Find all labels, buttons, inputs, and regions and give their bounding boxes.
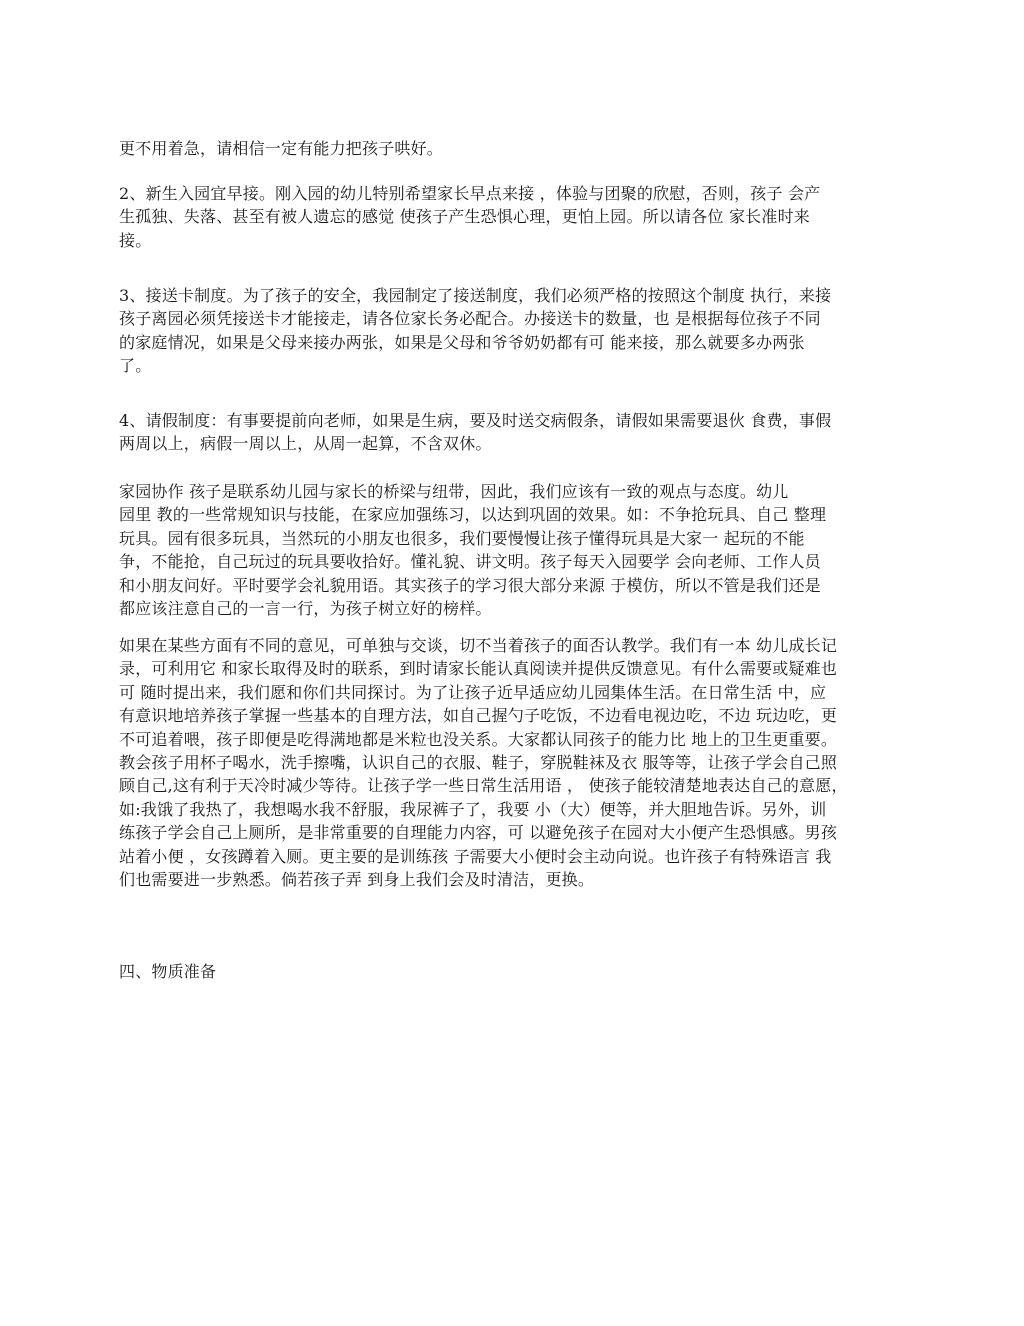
paragraph-early-pickup: 2、新生入园宜早接。刚入园的幼儿特别希望家长早点来接 ，体验与团聚的欣慰，否则，孩子 会产 生孤独、失落、甚至有被人遗忘的感觉 使孩子产生恐惧心理，更怕上园。所以请各位 家长准时来 接。 (119, 184, 821, 250)
section-heading-materials: 四、物质准备 (119, 962, 217, 981)
paragraph-leave-policy: 4、请假制度：有事要提前向老师，如果是生病，要及时送交病假条，请假如果需要退伙 食费，事假 两周以上，病假一周以上，从周一起算，不含双休。 (119, 411, 832, 454)
paragraph-soothe-child: 更不用着急，请相信一定有能力把孩子哄好。 (119, 139, 444, 158)
paragraph-pickup-card: 3、接送卡制度。为了孩子的安全，我园制定了接送制度，我们必须严格的按照这个制度 执行，来接 孩子离园必须凭接送卡才能接走，请各位家长务必配合。办接送卡的数量，也 是根据每位孩子不同 的家庭情况，如果是父母来接办两张，如果是父母和爷爷奶奶都有可 能来接，那么就要多办两张 了。 (119, 286, 832, 376)
paragraph-self-care-training: 如果在某些方面有不同的意见，可单独与交谈，切不当着孩子的面否认教学。我们有一本 幼儿成长记 录，可利用它 和家长取得及时的联系，到时请家长能认真阅读并提供反馈意见。有什么需要或疑难也 可 随时提出来，我们愿和你们共同探讨。为了让孩子近早适应幼儿园集体生活。在日常生活 中，应 有意识地培养孩子掌握一些基本的自理方法，如自己握勺子吃饭，不边看电视边吃，不边 玩边吃，更 不可追着喂，孩子即便是吃得满地都是米粒也没关系。大家都认同孩子的能力比 地上的卫生更重要。 教会孩子用杯子喝水，洗手擦嘴，认识自己的衣服、鞋子，穿脱鞋袜及衣 服等等，让孩子学会自己照 顾自己,这有利于天冷时减少等待。让孩子学一些日常生活用语 ， 使孩子能较清楚地表达自己的意愿， 如:我饿了我热了，我想喝水我不舒服，我尿裤子了，我要 小（大）便等，并大胆地告诉。另外，训 练孩子学会自己上厕所，是非常重要的自理能力内容，可 以避免孩子在园对大小便产生恐惧感。男孩 站着小便 ，女孩蹲着入厕。更主要的是训练孩 子需要大小便时会主动向说。也许孩子有特殊语言 我 们也需要进一步熟悉。倘若孩子弄 到身上我们会及时清洁，更换。 (119, 636, 848, 890)
paragraph-home-school-cooperation: 家园协作 孩子是联系幼儿园与家长的桥梁与纽带，因此，我们应该有一致的观点与态度。幼儿 园里 教的一些常规知识与技能，在家应加强练习，以达到巩固的效果。如：不争抢玩具、自己 整理 玩具。园有很多玩具，当然玩的小朋友也很多，我们要慢慢让孩子懂得玩具是大家一 起玩的不能 争，不能抢，自己玩过的玩具要收拾好。懂礼貌、讲文明。孩子每天入园要学 会向老师、工作人员 和小朋友问好。平时要学会礼貌用语。其实孩子的学习很大部分来源 于模仿，所以不管是我们还是 都应该注意自己的一言一行，为孩子树立好的榜样。 (119, 482, 827, 619)
